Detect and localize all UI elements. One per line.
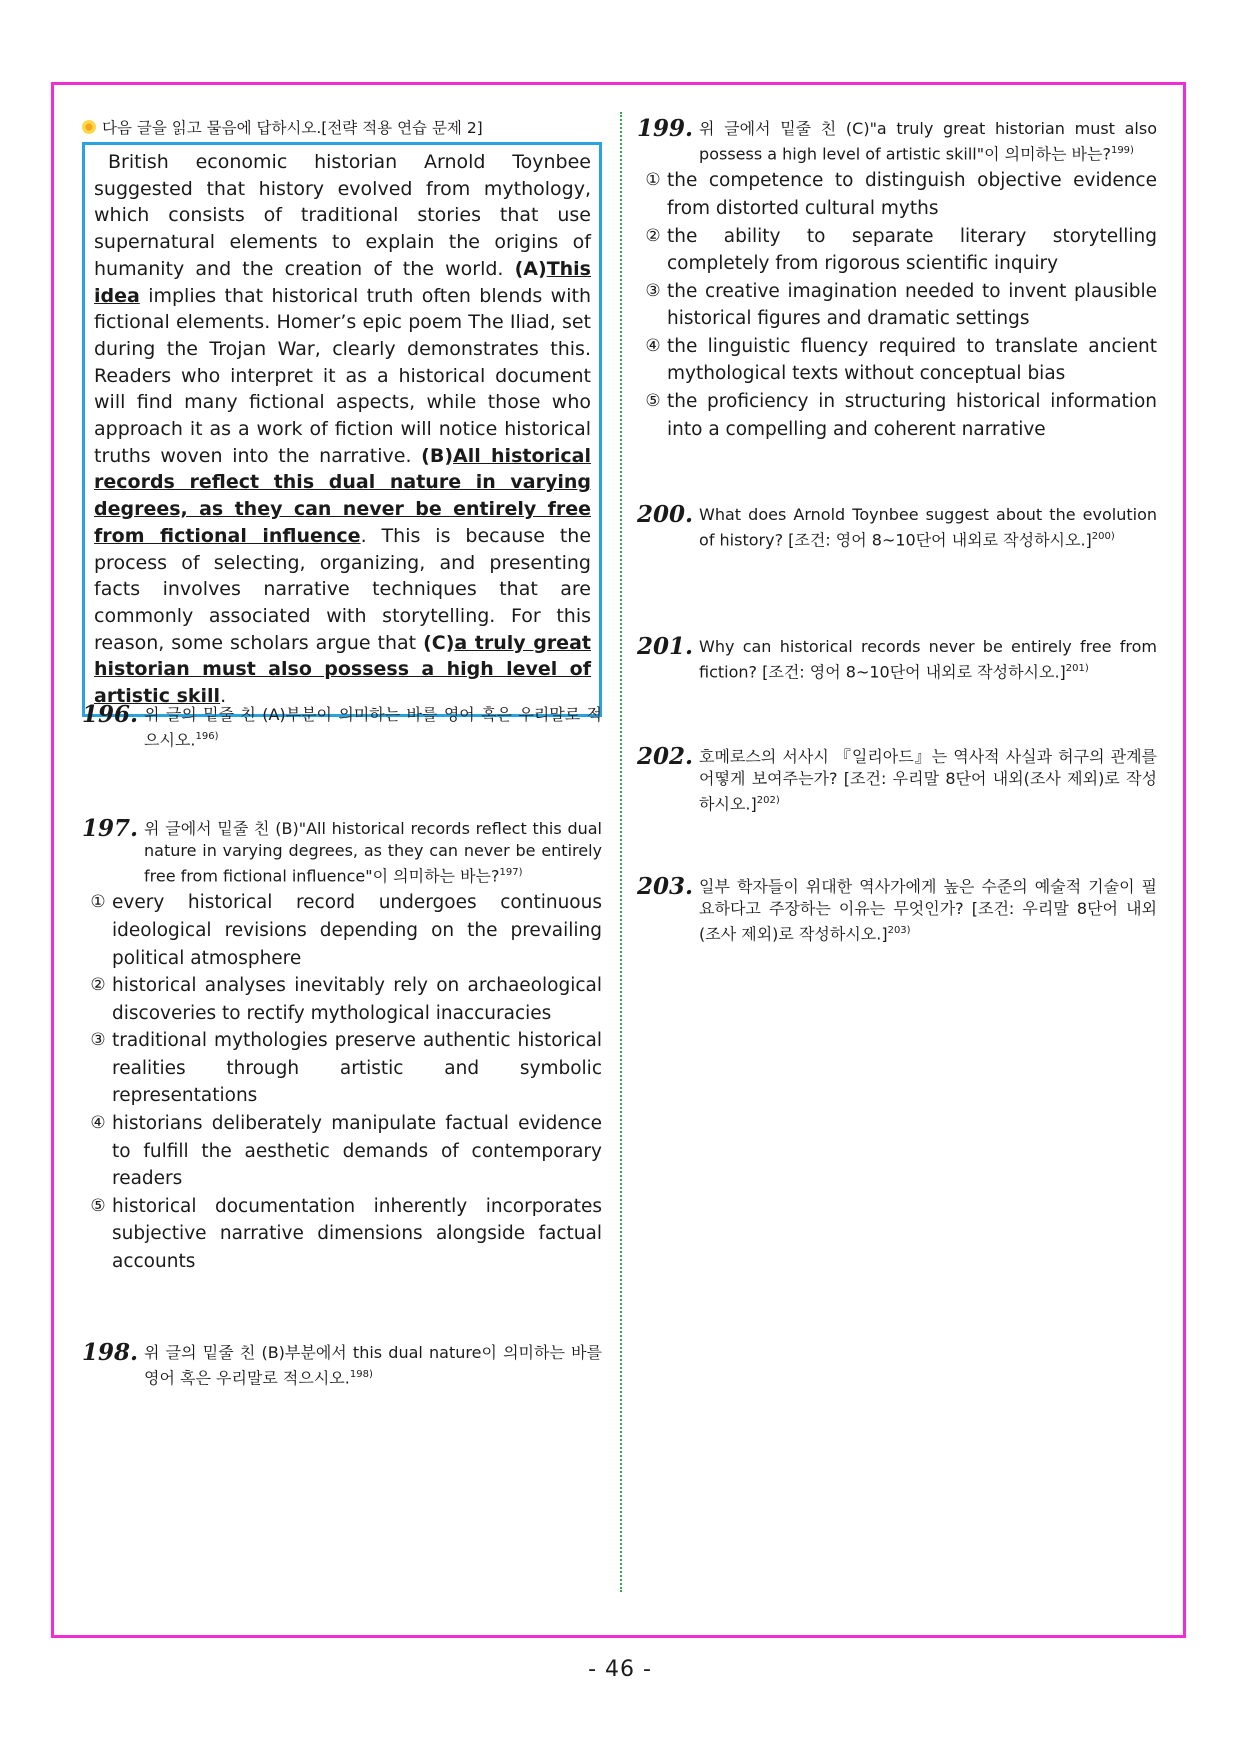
option-marker: ③ (90, 1030, 106, 1051)
question-201 (637, 633, 1157, 683)
option-marker: ① (90, 892, 106, 913)
option-5[interactable] (637, 388, 1157, 443)
option-1[interactable] (637, 167, 1157, 222)
footnote-ref: 196) (195, 731, 219, 742)
footnote-ref: 203) (887, 925, 911, 936)
question-text: Why can historical records never be entirely free from fiction? [조건: 영어 8~10단어 내외로 작성하시오.] (699, 637, 1157, 682)
option-marker: ③ (645, 280, 661, 301)
option-2[interactable] (637, 223, 1157, 278)
instruction-text: 다음 글을 읽고 물음에 답하시오.[전략 적용 연습 문제 2] (102, 119, 483, 137)
option-marker: ④ (90, 1113, 106, 1134)
option-marker: ① (645, 170, 661, 191)
answer-options (637, 167, 1157, 443)
option-marker: ④ (645, 335, 661, 356)
question-text: What does Arnold Toynbee suggest about the evolution of history? [조건: 영어 8~10단어 내외로 작성하시오.] (699, 505, 1157, 550)
question-202 (637, 743, 1157, 815)
question-number: 200. (637, 501, 694, 528)
option-4[interactable] (82, 1110, 602, 1193)
question-number: 198. (82, 1339, 139, 1366)
option-text: the competence to distinguish objective evidence from distorted cultural myths (667, 170, 1157, 219)
footnote-ref: 202) (756, 795, 780, 806)
question-203 (637, 873, 1157, 945)
passage-label-a: (A) (514, 257, 547, 280)
question-number: 203. (637, 873, 694, 900)
question-200 (637, 501, 1157, 551)
option-text: historical documentation inherently incorporates subjective narrative dimensions alongside factual accounts (112, 1195, 602, 1273)
passage-text: . (220, 685, 227, 708)
footnote-ref: 197) (499, 867, 523, 878)
option-text: historians deliberately manipulate factual evidence to fulfill the aesthetic demands of contemporary readers (112, 1113, 602, 1190)
question-number: 196. (82, 701, 139, 728)
passage-text: implies that historical truth often blends with fictional elements. Homer’s epic poem The Iliad, set during the Trojan War, clearly demonstrates this. Readers who interpret it as a historical document will find many fictional aspects, while those who approach it as a work of fiction will notice historical truths woven into the narrative. (94, 284, 591, 467)
passage-text: . This is because the process of selecting, organizing, and presenting facts involves narrative techniques that are commonly associated with storytelling. For this reason, some scholars argue that (94, 524, 592, 654)
passage-box (82, 142, 602, 717)
question-text: 위 글의 밑줄 친 (B)부분에서 this dual nature이 의미하는 바를 영어 혹은 우리말로 적으시오. (144, 1343, 602, 1388)
footnote-ref: 199) (1110, 145, 1134, 156)
option-3[interactable] (637, 278, 1157, 333)
option-text: the ability to separate literary storytelling completely from rigorous scientific inquiry (667, 225, 1157, 275)
passage-label-c: (C) (423, 631, 455, 654)
question-198 (82, 1339, 602, 1389)
footnote-ref: 201) (1065, 663, 1089, 674)
option-5[interactable] (82, 1193, 602, 1276)
option-text: the creative imagination needed to invent plausible historical figures and dramatic settings (667, 280, 1157, 330)
option-4[interactable] (637, 333, 1157, 388)
question-text: 위 글에서 밑줄 친 (B)"All historical records reflect this dual nature in varying degrees, as they can never be entirely free from fictional influence"이 의미하는 바는? (144, 819, 602, 886)
option-marker: ② (90, 975, 106, 996)
left-column (82, 114, 602, 1388)
option-marker: ② (645, 225, 661, 246)
flower-icon (82, 120, 96, 134)
question-199 (637, 115, 1157, 443)
option-marker: ⑤ (90, 1195, 106, 1216)
passage-underline-c: a truly great historian must also possess a high level of artistic skill (94, 631, 591, 708)
passage-label-b: (B) (421, 444, 454, 467)
option-text: historical analyses inevitably rely on archaeological discoveries to rectify mythological inaccuracies (112, 975, 602, 1024)
page-number: - 46 - (588, 1657, 652, 1682)
question-196 (82, 701, 602, 751)
question-197 (82, 815, 602, 1276)
passage-text: British economic historian Arnold Toynbee suggested that history evolved from mythology, which consists of traditional stories that use supernatural elements to explain the origins of humanity and the creation of the world. (94, 151, 591, 280)
instruction (82, 114, 602, 140)
footnote-ref: 198) (349, 1369, 373, 1380)
option-text: every historical record undergoes continuous ideological revisions depending on the prevailing political atmosphere (112, 892, 602, 969)
question-text: 호메로스의 서사시 『일리아드』는 역사적 사실과 허구의 관계를 어떻게 보여주는가? [조건: 우리말 8단어 내외(조사 제외)로 작성하시오.] (699, 747, 1157, 814)
option-2[interactable] (82, 972, 602, 1027)
column-divider (620, 112, 622, 1592)
option-1[interactable] (82, 889, 602, 972)
passage-underline-a: This idea (94, 257, 591, 307)
option-3[interactable] (82, 1027, 602, 1110)
question-text: 위 글의 밑줄 친 (A)부분이 의미하는 바를 영어 혹은 우리말로 적으시오. (144, 705, 602, 750)
option-text: the linguistic fluency required to translate ancient mythological texts without conceptual bias (667, 335, 1157, 385)
question-number: 197. (82, 815, 139, 842)
passage-underline-b: All historical records reflect this dual nature in varying degrees, as they can never be entirely free from fictional influence (94, 444, 591, 547)
question-number: 202. (637, 743, 694, 770)
question-text: 위 글에서 밑줄 친 (C)"a truly great historian must also possess a high level of artistic skill"이 의미하는 바는? (699, 119, 1157, 164)
question-number: 201. (637, 633, 694, 660)
option-text: traditional mythologies preserve authentic historical realities through artistic and symbolic representations (112, 1030, 602, 1107)
answer-options (82, 889, 602, 1275)
option-marker: ⑤ (645, 391, 661, 412)
question-number: 199. (637, 115, 694, 142)
question-text: 일부 학자들이 위대한 역사가에게 높은 수준의 예술적 기술이 필요하다고 주장하는 이유는 무엇인가? [조건: 우리말 8단어 내외(조사 제외)로 작성하시오.] (699, 877, 1157, 944)
option-text: the proficiency in structuring historical information into a compelling and coherent narrative (667, 391, 1157, 440)
footnote-ref: 200) (1091, 531, 1115, 542)
